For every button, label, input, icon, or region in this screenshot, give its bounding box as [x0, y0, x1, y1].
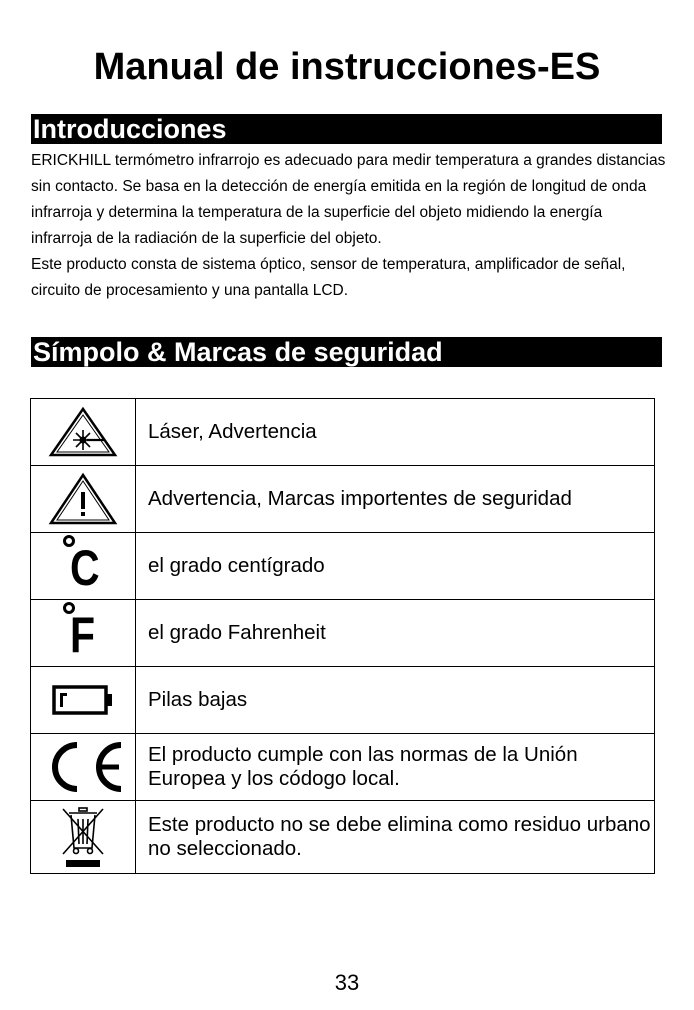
- symbols-table: [30, 398, 655, 874]
- section-heading-simbolos: Símpolo & Marcas de seguridad: [31, 337, 662, 367]
- table-row: [31, 734, 655, 801]
- low-battery-icon: [52, 685, 114, 715]
- warning-icon: [48, 472, 118, 526]
- intro-paragraph-2: Este producto consta de sistema óptico, sensor de temperatura, amplificador de señal, circuito de procesamiento y una pantalla LCD.: [31, 256, 626, 299]
- celsius-letter: C: [70, 540, 100, 596]
- symbol-description: el grado centígrado: [136, 533, 655, 600]
- celsius-icon: [53, 535, 113, 597]
- fahrenheit-icon: [53, 602, 113, 664]
- table-row: [31, 466, 655, 533]
- weee-bin-icon: [58, 804, 108, 870]
- table-row: [31, 533, 655, 600]
- symbol-description: El producto cumple con las normas de la Unión Europea y los códogo local.: [136, 734, 655, 801]
- table-row: [31, 801, 655, 874]
- table-row: [31, 600, 655, 667]
- section-heading-introducciones: Introducciones: [31, 114, 662, 144]
- table-row: [31, 399, 655, 466]
- symbol-description: Este producto no se debe elimina como residuo urbano no seleccionado.: [136, 801, 655, 874]
- ce-mark-icon: [40, 740, 126, 794]
- table-row: [31, 667, 655, 734]
- intro-text: [31, 148, 666, 304]
- symbol-description: el grado Fahrenheit: [136, 600, 655, 667]
- page-number: 33: [334, 970, 360, 995]
- laser-warning-icon: [48, 406, 118, 458]
- fahrenheit-letter: F: [70, 607, 96, 663]
- symbol-description: Pilas bajas: [136, 667, 655, 734]
- symbol-description: Láser, Advertencia: [136, 399, 655, 466]
- symbol-description: Advertencia, Marcas importentes de seguridad: [136, 466, 655, 533]
- page-title: Manual de instrucciones-ES: [93, 46, 601, 88]
- intro-paragraph-1: ERICKHILL termómetro infrarrojo es adecuado para medir temperatura a grandes distancias sin contacto. Se basa en la detección de energía emitida en la región de longitud de onda infrarroja y determina la temperatura de la superficie del objeto midiendo la energía infrarroja de la radiación de la superficie del objeto.: [31, 152, 666, 247]
